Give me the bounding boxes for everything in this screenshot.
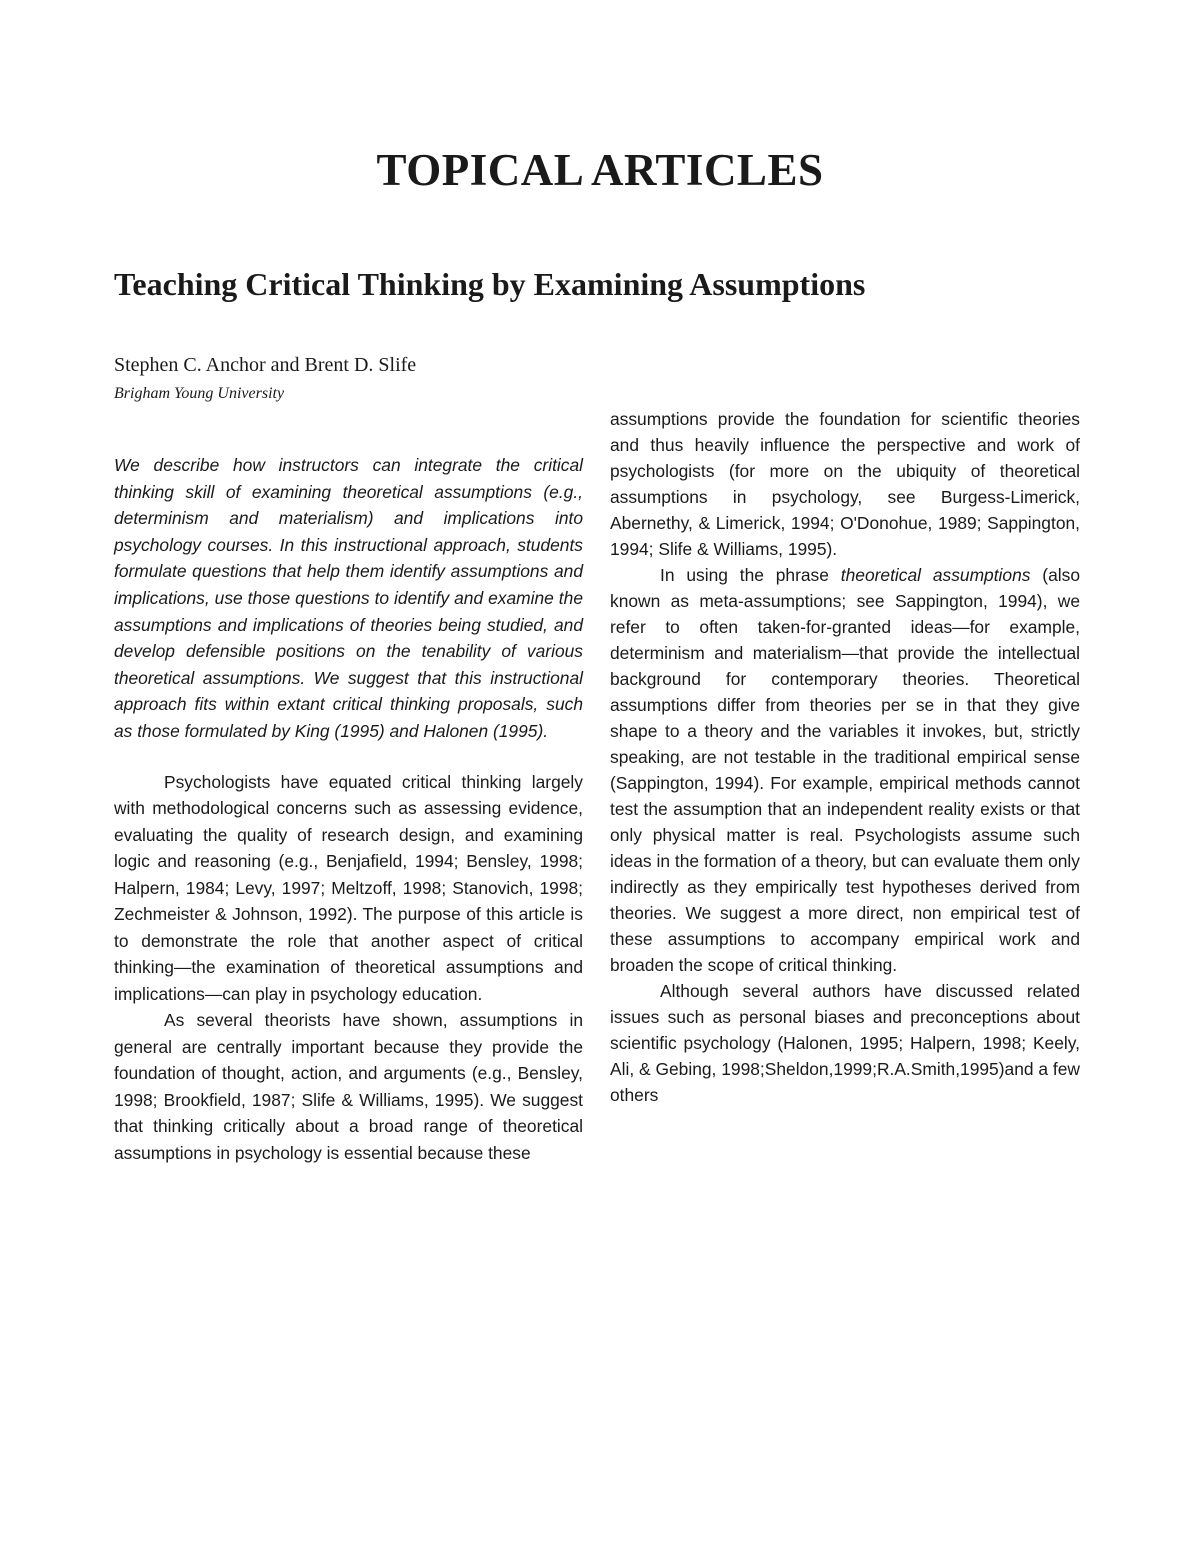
right-paragraph-2 xyxy=(610,562,1080,978)
right-column xyxy=(610,406,1080,1108)
right-paragraph-2-lead: In using the phrase xyxy=(660,565,841,585)
right-paragraph-2-emphasis: theoretical assumptions xyxy=(840,565,1031,585)
left-paragraph-2: As several theorists have shown, assumptions in general are centrally important because they provide the foundation of thought, action, and arguments (e.g., Bensley, 1998; Brookfield, 1987; Slife & Williams, 1995). We suggest that thinking critically about a broad range of theoretical assumptions in psychology is essential because these xyxy=(114,1010,583,1163)
right-paragraph-3: Although several authors have discussed related issues such as personal biases and preconceptions about scientific psychology (Halonen, 1995; Halpern, 1998; Keely, Ali, & Gebing, 1998;Sheldon,1999;R.A.Smith,1995)and a few others xyxy=(610,981,1080,1105)
right-paragraph-2-rest: (also known as meta-assumptions; see Sappington, 1994), we refer to often taken-for-granted ideas—for example, determinism and materialism—that provide the intellectual background for contemporary theories. Theoretical assumptions differ from theories per se in that they give shape to a theory and the variables it invokes, but, strictly speaking, are not testable in the traditional empirical sense (Sappington, 1994). For example, empirical methods cannot test the assumption that an independent reality exists or that only physical matter is real. Psychologists assume such ideas in the formation of a theory, but can evaluate them only indirectly as they empirically test hypotheses derived from theories. We suggest a more direct, non empirical test of these assumptions to accompany empirical work and broaden the scope of critical thinking. xyxy=(610,565,1080,975)
abstract: We describe how instructors can integrate the critical thinking skill of examining theoretical assumptions (e.g., determinism and materialism) and implications into psychology courses. In this instructional approach, students formulate questions that help them identify assumptions and implications, use those questions to identify and examine the assumptions and implications of theories being studied, and develop defensible positions on the tenability of various theoretical assumptions. We suggest that this instructional approach fits within extant critical thinking proposals, such as those formulated by King (1995) and Halonen (1995). xyxy=(114,455,583,741)
section-heading: TOPICAL ARTICLES xyxy=(376,145,824,195)
left-column xyxy=(114,452,583,1166)
article-authors: Stephen C. Anchor and Brent D. Slife xyxy=(114,354,417,376)
left-paragraph-1: Psychologists have equated critical thinking largely with methodological concerns such as assessing evidence, evaluating the quality of research design, and examining logic and reasoning (e.g., Benjafield, 1994; Bensley, 1998; Halpern, 1984; Levy, 1997; Meltzoff, 1998; Stanovich, 1998; Zechmeister & Johnson, 1992). The purpose of this article is to demonstrate the role that another aspect of critical thinking—the examination of theoretical assumptions and implications—can play in psychology education. xyxy=(114,771,583,1004)
right-paragraph-1: assumptions provide the foundation for scientific theories and thus heavily influence the perspective and work of psychologists (for more on the ubiquity of theoretical assumptions in psychology, see Burgess-Limerick, Abernethy, & Limerick, 1994; O'Donohue, 1989; Sappington, 1994; Slife & Williams, 1995). xyxy=(610,409,1080,559)
article-title: Teaching Critical Thinking by Examining Assumptions xyxy=(114,266,866,302)
article-affiliation: Brigham Young University xyxy=(114,385,285,402)
